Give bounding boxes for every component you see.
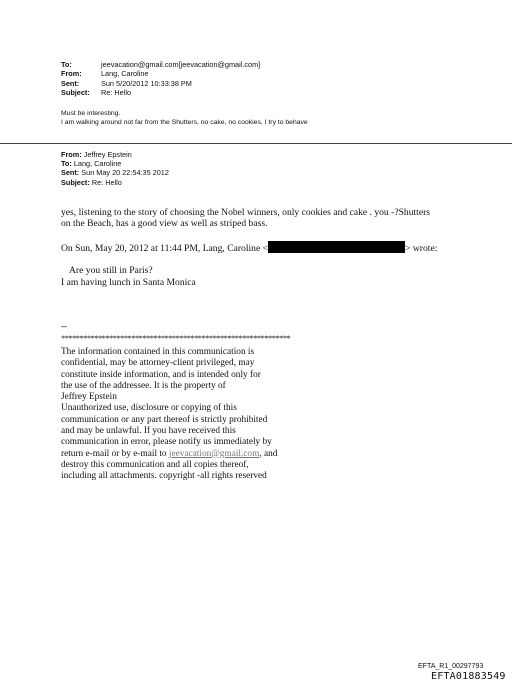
email1-from-row [61,69,260,78]
email2-to-row [61,159,169,168]
subject-label: Subject: [61,177,90,187]
sent-label: Sent: [61,78,80,88]
disclaimer-line: Jeffrey Epstein [61,392,117,403]
subject-value: Re: Hello [101,87,132,97]
subject-value: Re: Hello [91,177,122,187]
disclaimer-text: return e-mail or by e-mail to [61,448,169,459]
email1-body [61,110,308,127]
redaction-box [268,241,405,253]
from-value: Lang, Caroline [101,69,149,79]
disclaimer-line: communication or any part thereof is strictly prohibited [61,414,268,425]
body-line: on the Beach, has a good view as well as striped bass. [61,218,268,230]
signature-stars: ************************************************************** [61,333,291,343]
email2-sent-row [61,168,169,177]
subject-label: Subject: [61,87,90,97]
sent-value: Sun May 20 22:54:35 2012 [81,168,169,178]
disclaimer-line: The information contained in this communication is [61,347,255,357]
from-label: From: [61,69,82,79]
disclaimer-line: including all attachments. copyright -all rights reserved [61,471,267,482]
signature-dashes: -- [61,321,67,331]
to-value: Lang, Caroline [73,159,122,169]
confidentiality-disclaimer [61,347,311,483]
quoted-line: Are you still in Paris? [69,265,153,276]
disclaimer-text: , and [259,448,278,459]
sent-value: Sun 5/20/2012 10:33:38 PM [101,78,192,88]
email2-body [61,207,451,230]
body-line: yes, listening to the story of choosing the Nobel winners, only cookies and cake . you -?Shutters [61,207,431,218]
quote-intro-before: On Sun, May 20, 2012 at 11:44 PM, Lang, Caroline < [61,243,269,254]
disclaimer-line [61,449,311,460]
disclaimer-line: confidential, may be attorney-client privileged, may [61,358,255,369]
disclaimer-line: communication in error, please notify us immediately by [61,437,272,448]
disclaimer-line: the use of the addressee. It is the property of [61,380,226,391]
bates-number-small: EFTA_R1_00297793 [418,663,484,670]
email-link[interactable]: jeevacation@gmail.com [168,448,260,459]
from-value: Jeffrey Epstein [83,150,132,159]
email2-header [61,150,169,187]
body-line: Must be interesting. [61,110,121,117]
email2-from-row [61,150,169,159]
to-value: jeevacation@gmail.com[jeevacation@gmail.com] [101,60,261,69]
email1-header [61,60,260,97]
disclaimer-line: and may be unlawful. If you have received this [61,426,236,437]
email2-subject-row [61,178,169,187]
email1-subject-row [61,88,260,97]
disclaimer-line: constitute inside information, and is intended only for [61,369,261,380]
quote-intro [61,241,437,254]
quoted-line: I am having lunch in Santa Monica [61,277,196,288]
email1-sent-row [61,79,260,88]
sent-label: Sent: [61,168,80,178]
to-label: To: [61,159,72,169]
body-line: I am walking around not far from the Shutters, no cake, no cookies, I try to behave [61,118,308,126]
quoted-message [61,265,196,289]
disclaimer-line: destroy this communication and all copies thereof, [61,459,249,470]
email1-to-row [61,60,260,69]
bates-number-large: EFTA01883549 [431,671,506,682]
quote-intro-after: > wrote: [405,243,438,254]
from-label: From: [61,150,82,159]
separator-rule [0,143,512,144]
disclaimer-line: Unauthorized use, disclosure or copying of this [61,403,237,414]
to-label: To: [61,60,72,69]
